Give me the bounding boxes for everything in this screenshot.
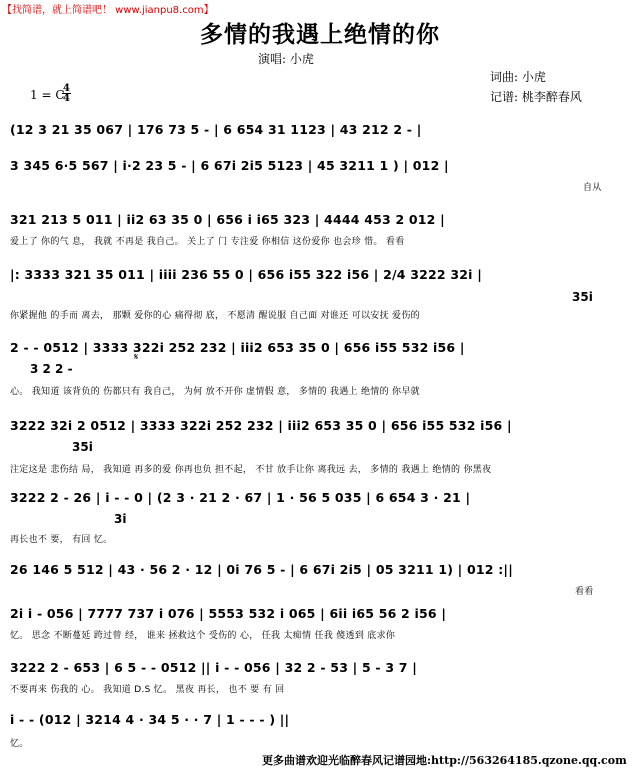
score-line-9-lyrics: 忆。 思念 不断蔓延 跨过曾 经， 谁来 拯救这个 受伤的 心， 任我 太痴情 任我 傻透到 底求你 <box>10 631 396 641</box>
score-line-5-lyrics: 心。 我知道 该背负的 伤都只有 我自己， 为何 放不开你 虚情假 意， 多情的 我遇上 绝情的 你早就 <box>10 387 420 397</box>
singer-credit: 演唱: 小虎 <box>258 52 314 66</box>
sub-line-5: 3 2 2 - <box>30 362 73 376</box>
score-line-7-lyrics: 再长也不 要， 有回 忆。 <box>10 535 113 545</box>
segno-mark: 𝄋 <box>134 352 139 363</box>
score-line-6-notes: 3222 32i 2 0512 | 3333 322i 252 232 | iii2 653 35 0 | 656 i55 532 i56 | <box>10 418 512 433</box>
lyricist-composer-credit: 词曲: 小虎 <box>490 70 546 84</box>
sub-number-1: 35i <box>572 290 593 304</box>
site-banner: 【找简谱，就上简谱吧！ www.jianpu8.com】 <box>2 5 214 16</box>
score-line-8-notes: 26 146 5 512 | 43 · 56 2 · 12 | 0i 76 5 - | 6 67i 2i5 | 05 3211 1) | 012 :|| <box>10 562 513 577</box>
sub-number-2: 35i <box>72 440 93 454</box>
score-line-11-lyrics: 忆。 <box>10 739 29 749</box>
score-line-3-lyrics: 爱上了 你的气 息， 我就 不再是 我自己。 关上了 门 专注爱 你相信 这份爱你 也会珍 惜。 看看 <box>10 237 405 247</box>
time-signature <box>62 84 71 103</box>
footer-link-text: 更多曲谱欢迎光临醉春风记谱园地:http://563264185.qzone.qq.com <box>262 754 627 767</box>
song-title: 多情的我遇上绝情的你 <box>200 21 440 48</box>
score-line-2-lyrics: 自从 <box>583 183 602 193</box>
score-line-4-lyrics: 你紧握他 的手而 离去， 那颗 爱你的心 痛得彻 底， 不愿清 醒说服 自己面 对谁还 可以安抚 爱伤的 <box>10 311 420 321</box>
time-signature-top: 4 <box>63 83 70 94</box>
score-line-5-notes: 2 - - 0512 | 3333 322i 252 232 | iii2 653 35 0 | 656 i55 532 i56 | <box>10 340 465 355</box>
score-line-10-lyrics: 不要再来 伤我的 心。 我知道 D.S 忆。 黑夜 再长， 也不 要 有 回 <box>10 685 285 695</box>
score-line-6-lyrics: 注定这是 悲伤结 局， 我知道 再多的爱 你再也负 担不起， 不甘 放手让你 离我远 去， 多情的 我遇上 绝情的 你黑夜 <box>10 465 492 475</box>
score-line-1-notes: (12 3 21 35 067 | 176 73 5 - | 6 654 31 1123 | 43 212 2 - | <box>10 122 422 137</box>
transcriber-credit: 记谱: 桃李醉春风 <box>490 90 582 104</box>
sub-number-3: 3i <box>114 512 127 526</box>
score-line-4-notes: |: 3333 321 35 011 | iiii 236 55 0 | 656 i55 322 i56 | 2/4 3222 32i | <box>10 267 482 282</box>
score-line-3-notes: 321 213 5 011 | ii2 63 35 0 | 656 i i65 323 | 4444 453 2 012 | <box>10 212 445 227</box>
score-line-2-notes: 3 345 6·5 567 | i·2 23 5 - | 6 67i 2i5 5123 | 45 3211 1 ) | 012 | <box>10 158 449 173</box>
score-line-9-notes: 2i i - 056 | 7777 737 i 076 | 5553 532 i 065 | 6ii i65 56 2 i56 | <box>10 606 447 621</box>
time-signature-bottom: 4 <box>63 93 70 104</box>
score-line-11-notes: i - - (012 | 3214 4 · 34 5 · · 7 | 1 - - - ) || <box>10 712 290 727</box>
key-signature: 1 = C <box>30 88 65 102</box>
score-line-8-lyrics: 看看 <box>575 587 594 597</box>
score-line-7-notes: 3222 2 - 26 | i - - 0 | (2 3 · 21 2 · 67 | 1 · 56 5 035 | 6 654 3 · 21 | <box>10 490 471 505</box>
score-line-10-notes: 3222 2 - 653 | 6 5 - - 0512 || i - - 056 | 32 2 - 53 | 5 - 3 7 | <box>10 660 418 675</box>
